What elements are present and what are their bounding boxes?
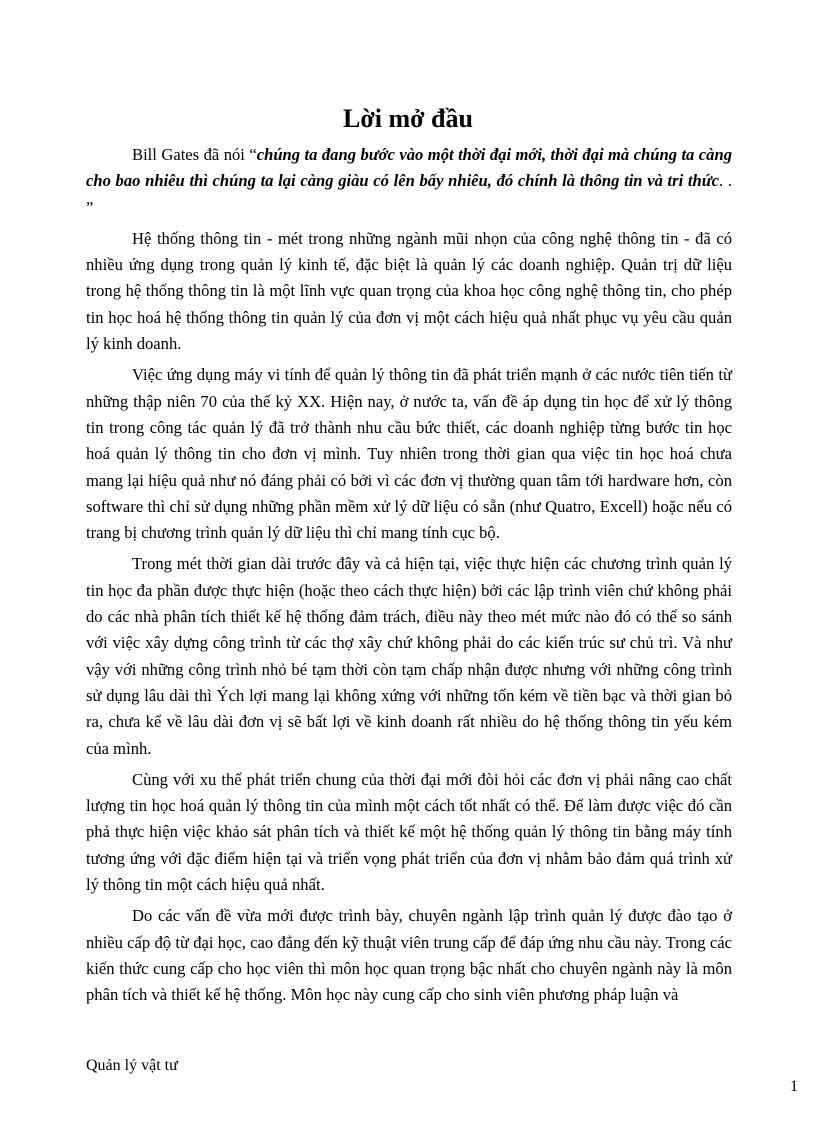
document-body: [86, 142, 732, 1014]
paragraph: Việc ứng dụng máy vi tính để quản lý thông tin đã phát triển mạnh ở các nước tiên tiến từ những thập niên 70 của thế kỷ XX. Hiện nay, ở nước ta, vấn đề áp dụng tin học để xử lý thông tin trong công tác quản lý đã trở thành nhu cầu bức thiết, các doanh nghiệp từng bước tin học hoá quản lý thông tin cho đơn vị mình. Tuy nhiên trong thời gian qua việc tin học hoá chưa mang lại hiệu quả như nó đáng phải có bởi vì các đơn vị thường quan tâm tới hardware hơn, còn software thì chỉ sử dụng những phần mềm xử lý dữ liệu có sẵn (như Quatro, Excell) hoặc nếu có trang bị chương trình quản lý dữ liệu thì chỉ mang tính cục bộ.: [86, 365, 732, 543]
page-title: Lời mở đầu: [343, 104, 473, 133]
page-footer: Quản lý vật tư: [86, 1057, 178, 1074]
quote-tail: . . ”: [86, 171, 732, 217]
bill-gates-quote: chúng ta đang bước vào một thời đại mới, thời đại mà chúng ta càng cho bao nhiêu thì chúng ta lại càng giàu có lên bấy nhiêu, đó chính là thông tin và tri thức: [86, 145, 732, 191]
quote-lead: Bill Gates đã nói “: [132, 145, 257, 164]
paragraph: Do các vấn đề vừa mới được trình bày, chuyên ngành lập trình quản lý được đào tạo ở nhiều cấp độ từ đại học, cao đẳng đến kỹ thuật viên trung cấp để đáp ứng nhu cầu này. Trong các kiến thức cung cấp cho học viên thì môn học quan trọng bậc nhất cho chuyên ngành này là môn phân tích và thiết kế hệ thống. Môn học này cung cấp cho sinh viên phương pháp luận và: [86, 906, 732, 1005]
paragraph: Trong mét thời gian dài trước đây và cả hiện tại, việc thực hiện các chương trình quản lý tin học đa phần được thực hiện (hoặc theo cách thực hiện) bởi các lập trình viên chứ không phải do các nhà phân tích thiết kế hệ thống đảm trách, điều này theo mét mức nào đó có thể so sánh với việc xây dựng công trình từ các thợ xây chứ không phải do các kiến trúc sư chủ trì. Và như vậy với những công trình nhỏ bé tạm thời còn tạm chấp nhận được nhưng với những công trình sử dụng lâu dài thì Ých lợi mang lại không xứng với những tốn kém về tiền bạc và thời gian bỏ ra, chưa kể về lâu dài đơn vị sẽ bất lợi về kinh doanh rất nhiều do hệ thống thông tin yếu kém của mình.: [86, 554, 732, 758]
paragraph-quote: [86, 142, 732, 221]
paragraph: Hệ thống thông tin - mét trong những ngành mũi nhọn của công nghệ thông tin - đã có nhiều ứng dụng trong quản lý kinh tế, đặc biệt là quản lý các doanh nghiệp. Quản trị dữ liệu trong hệ thống thông tin là một lĩnh vực quan trọng của khoa học công nghệ thông tin, cho phép tin học hoá hệ thống thông tin quản lý của đơn vị một cách hiệu quả nhất phục vụ yêu cầu quản lý kinh doanh.: [86, 228, 732, 354]
page-number: 1: [790, 1078, 798, 1095]
paragraph: Cùng với xu thế phát triển chung của thời đại mới đòi hỏi các đơn vị phải nâng cao chất lượng tin học hoá quản lý thông tin của mình một cách tốt nhất có thể. Để làm được việc đó cần phả thực hiện việc khảo sát phân tích và thiết kế một hệ thống quản lý thông tin bằng máy tính tương ứng với đặc điểm hiện tại và triển vọng phát triển của đơn vị nhằm bảo đảm quá trình xử lý thông tin một cách hiệu quả nhất.: [86, 769, 732, 895]
